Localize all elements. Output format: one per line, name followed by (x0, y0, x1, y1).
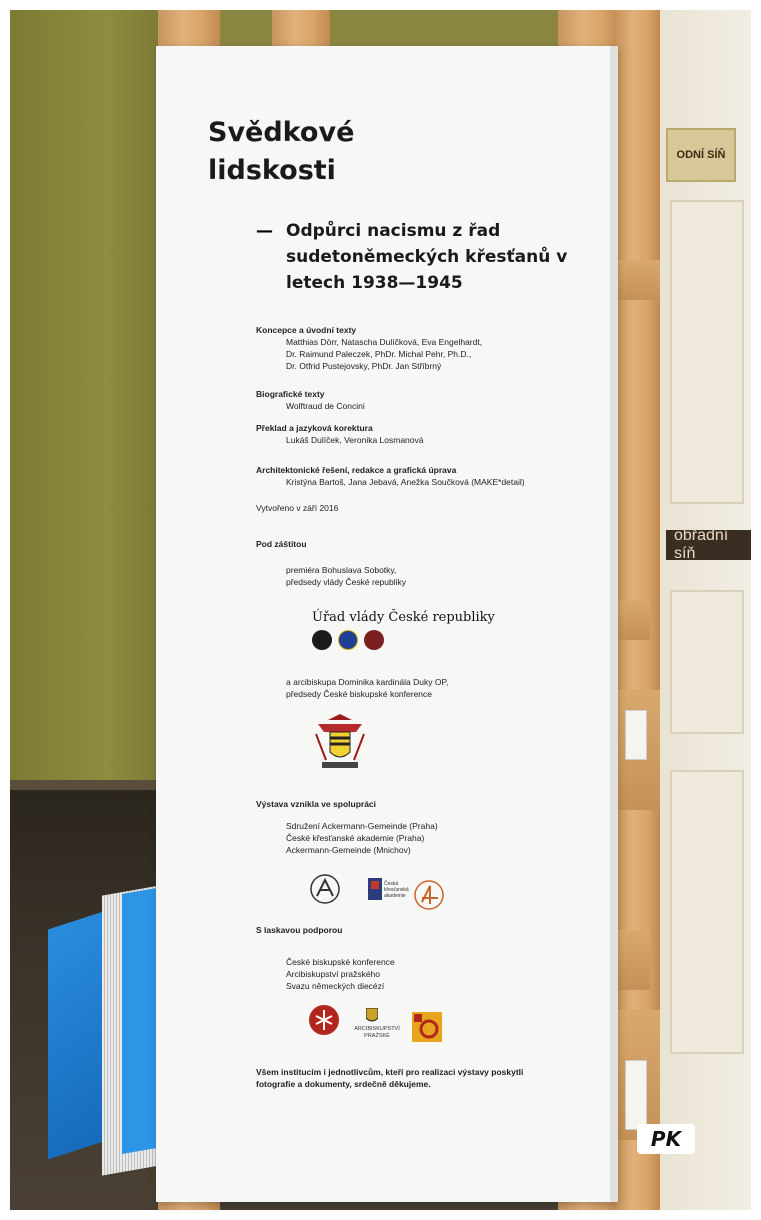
ackermann-gemeinde-munich-logo-icon (412, 878, 446, 912)
archdiocese-logo-line: ARCIBISKUPSTVÍ (354, 1026, 400, 1032)
patronage-label: Pod záštitou (256, 539, 307, 549)
shelf (614, 930, 650, 990)
support-line: České biskupské konference (286, 957, 395, 967)
credit-label: Architektonické řešení, redakce a grafická úprava (256, 465, 457, 475)
door-strip: obřadní síň (666, 530, 751, 560)
subtitle-dash: — (256, 221, 273, 241)
panel-title: Svědkové lidskosti (208, 117, 355, 186)
door-panel-upper (670, 200, 744, 504)
gov-office-label: Úřad vlády České republiky (312, 610, 495, 625)
credit-label: Biografické texty (256, 389, 325, 399)
archdiocese-prague-shield-icon (366, 1008, 378, 1024)
credit-line: Dr. Otfrid Pustejovsky, PhDr. Jan Stříbrný (286, 361, 442, 371)
created-date: Vytvořeno v září 2016 (256, 503, 339, 513)
cooperation-label: Výstava vznikla ve spolupráci (256, 799, 377, 809)
credit-line: Kristýna Bartoš, Jana Jebavá, Anežka Součková (MAKE*detail) (286, 477, 525, 487)
cooperation-line: České křesťanské akademie (Praha) (286, 833, 425, 843)
shelf (614, 260, 660, 300)
credit-label: Koncepce a úvodní texty (256, 325, 357, 335)
cardinal-coat-of-arms-icon (312, 710, 368, 772)
cooperation-line: Ackermann-Gemeinde (Mnichov) (286, 845, 411, 855)
czech-lion-icon (312, 630, 332, 650)
shelf (614, 600, 650, 640)
cooperation-line: Sdružení Ackermann-Gemeinde (Praha) (286, 821, 438, 831)
door-sign: ODNÍ SÍŇ (666, 128, 736, 182)
archdiocese-logo-text (352, 1026, 402, 1040)
credit-line: Wolftraud de Concini (286, 401, 365, 411)
shelf-label (625, 1060, 647, 1130)
bishops-conference-logo-icon (308, 1004, 340, 1036)
credit-line: Lukáš Dulíček, Veronika Losmanová (286, 435, 424, 445)
support-line: Arcibiskupství pražského (286, 969, 381, 979)
credit-label: Překlad a jazyková korektura (256, 423, 373, 433)
patronage-line: a arcibiskupa Dominika kardinála Duky OP, (286, 677, 449, 687)
exhibition-panel (156, 46, 616, 1202)
cka-logo-line: křesťanská (384, 887, 409, 893)
support-line: Svazu německých diecézí (286, 981, 385, 991)
archdiocese-logo-line: PRAŽSKÉ (364, 1033, 390, 1039)
ackermann-gemeinde-prague-logo-icon (308, 872, 342, 906)
photographer-watermark: PK (637, 1124, 695, 1154)
door-panel-lower (670, 770, 744, 1054)
credit-line: Dr. Raimund Paleczek, PhDr. Michal Pehr, Ph.D., (286, 349, 472, 359)
patronage-line: premiéra Bohuslava Sobotky, (286, 565, 397, 575)
support-label: S laskavou podporou (256, 925, 343, 935)
door-panel-middle (670, 590, 744, 734)
cka-logo-line: Česká (384, 881, 399, 887)
patronage-line: předsedy České biskupské konference (286, 689, 432, 699)
panel-subtitle: Odpůrci nacismu z řad sudetoněmeckých křesťanů v letech 1938—1945 (286, 221, 568, 293)
cka-logo-icon (368, 878, 382, 900)
patronage-line: předsedy vlády České republiky (286, 577, 407, 587)
shelf-label (625, 710, 647, 760)
eu-stars-icon (338, 630, 358, 650)
cka-logo-line: akademie (384, 893, 406, 899)
thanks-line: Všem institucím i jednotlivcům, kteří pro realizaci výstavy poskytli (256, 1067, 524, 1077)
cka-logo-text (384, 881, 409, 899)
thanks-line: fotografie a dokumenty, srdečně děkujeme. (256, 1079, 431, 1089)
german-dioceses-logo-icon (412, 1012, 442, 1042)
emblem-icon (364, 630, 384, 650)
credit-line: Matthias Dörr, Natascha Dulíčková, Eva Engelhardt, (286, 337, 483, 347)
panel-edge (610, 46, 618, 1202)
wall (10, 10, 170, 790)
